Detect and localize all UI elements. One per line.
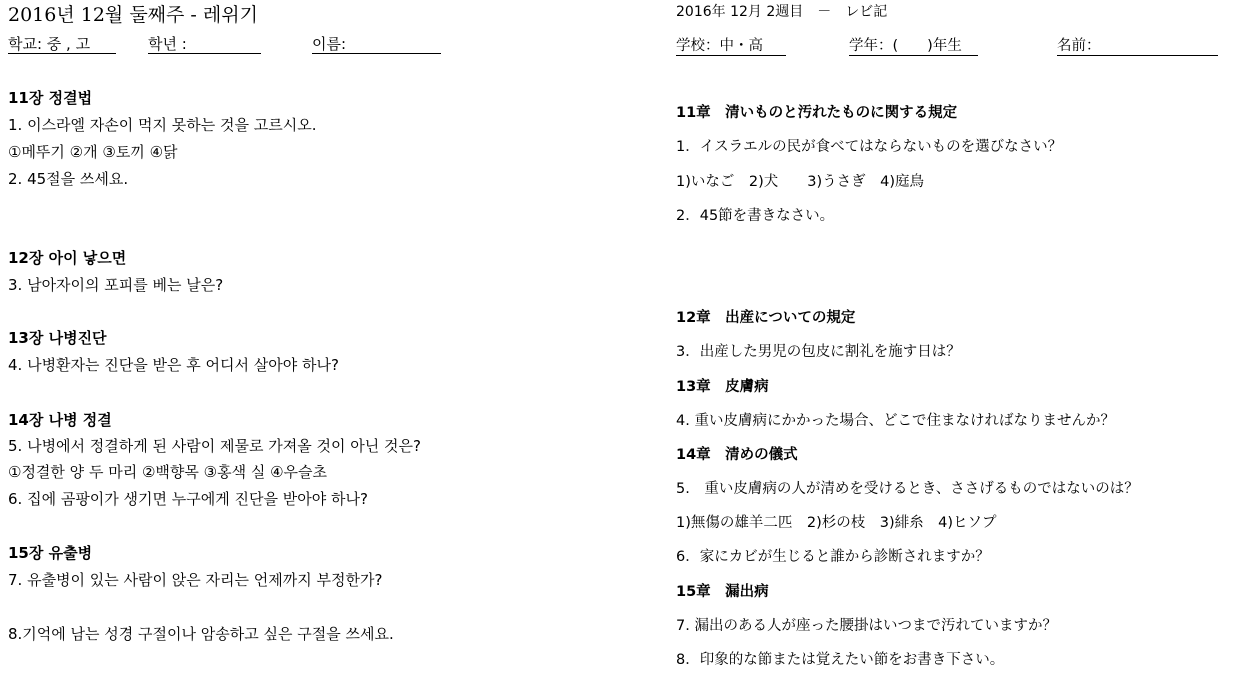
korean-section-heading: 15장 유출병: [8, 544, 93, 562]
korean-name-label: 이름:: [312, 35, 441, 54]
japanese-question: 2．45節を書きなさい。: [676, 208, 835, 224]
korean-question: 7. 유출병이 있는 사람이 앉은 자리는 언제까지 부정한가?: [8, 571, 383, 589]
korean-grade-label: 학년 :: [148, 35, 261, 54]
korean-question: 5. 나병에서 정결하게 된 사람이 제물로 가져올 것이 아닌 것은?: [8, 437, 421, 455]
japanese-question: 5. 重い皮膚病の人が清めを受けるとき、ささげるものではないのは？: [676, 481, 1139, 497]
japanese-section-heading: 11章 清いものと汚れたものに関する規定: [676, 105, 958, 121]
japanese-question: 7. 漏出のある人が座った腰掛はいつまで汚れていますか？: [676, 618, 1057, 634]
korean-question: 1. 이스라엘 자손이 먹지 못하는 것을 고르시오.: [8, 116, 317, 134]
japanese-grade-label: 学年：( )年生: [849, 37, 978, 56]
korean-question: 6. 집에 곰팡이가 생기면 누구에게 진단을 받아야 하나?: [8, 490, 368, 508]
japanese-school-label: 学校：中・高: [676, 37, 786, 56]
korean-title: 2016년 12월 둘째주 - 레위기: [8, 4, 258, 26]
korean-section-heading: 11장 정결법: [8, 89, 93, 107]
korean-choices: ①메뚜기 ②개 ③토끼 ④닭: [8, 143, 178, 161]
korean-question: 3. 남아자이의 포피를 베는 날은?: [8, 276, 224, 294]
japanese-question: 6．家にカビが生じると誰から診断されますか？: [676, 549, 990, 565]
japanese-title: 2016年 12月 2週目 － レビ記: [676, 4, 888, 20]
korean-final-question: 8.기억에 남는 성경 구절이나 암송하고 싶은 구절을 쓰세요.: [8, 625, 394, 643]
korean-choices: ①정결한 양 두 마리 ②백향목 ③홍색 실 ④우슬초: [8, 463, 328, 481]
korean-section-heading: 13장 나병진단: [8, 329, 107, 347]
japanese-choices: 1)いなご 2)犬 3)うさぎ 4)庭鳥: [676, 174, 925, 190]
korean-question: 4. 나병환자는 진단을 받은 후 어디서 살아야 하나?: [8, 356, 339, 374]
korean-question: 2. 45절을 쓰세요.: [8, 170, 129, 188]
japanese-section-heading: 14章 清めの儀式: [676, 447, 798, 463]
japanese-name-label: 名前：: [1057, 37, 1218, 56]
korean-section-heading: 14장 나병 정결: [8, 411, 112, 429]
japanese-question: 1．イスラエルの民が食べてはならないものを選びなさい？: [676, 139, 1063, 155]
japanese-section-heading: 15章 漏出病: [676, 584, 769, 600]
korean-section-heading: 12장 아이 낳으면: [8, 249, 127, 267]
japanese-section-heading: 12章 出産についての規定: [676, 310, 856, 326]
japanese-question: 3．出産した男児の包皮に割礼を施す日は？: [676, 344, 961, 360]
korean-school-label: 학교: 중 , 고: [8, 35, 116, 54]
japanese-question: 4. 重い皮膚病にかかった場合、どこで住まなければなりませんか？: [676, 413, 1115, 429]
japanese-section-heading: 13章 皮膚病: [676, 379, 769, 395]
japanese-choices: 1)無傷の雄羊二匹 2)杉の枝 3)緋糸 4)ヒソプ: [676, 515, 997, 531]
japanese-final-question: 8．印象的な節または覚えたい節をお書き下さい。: [676, 652, 1005, 668]
